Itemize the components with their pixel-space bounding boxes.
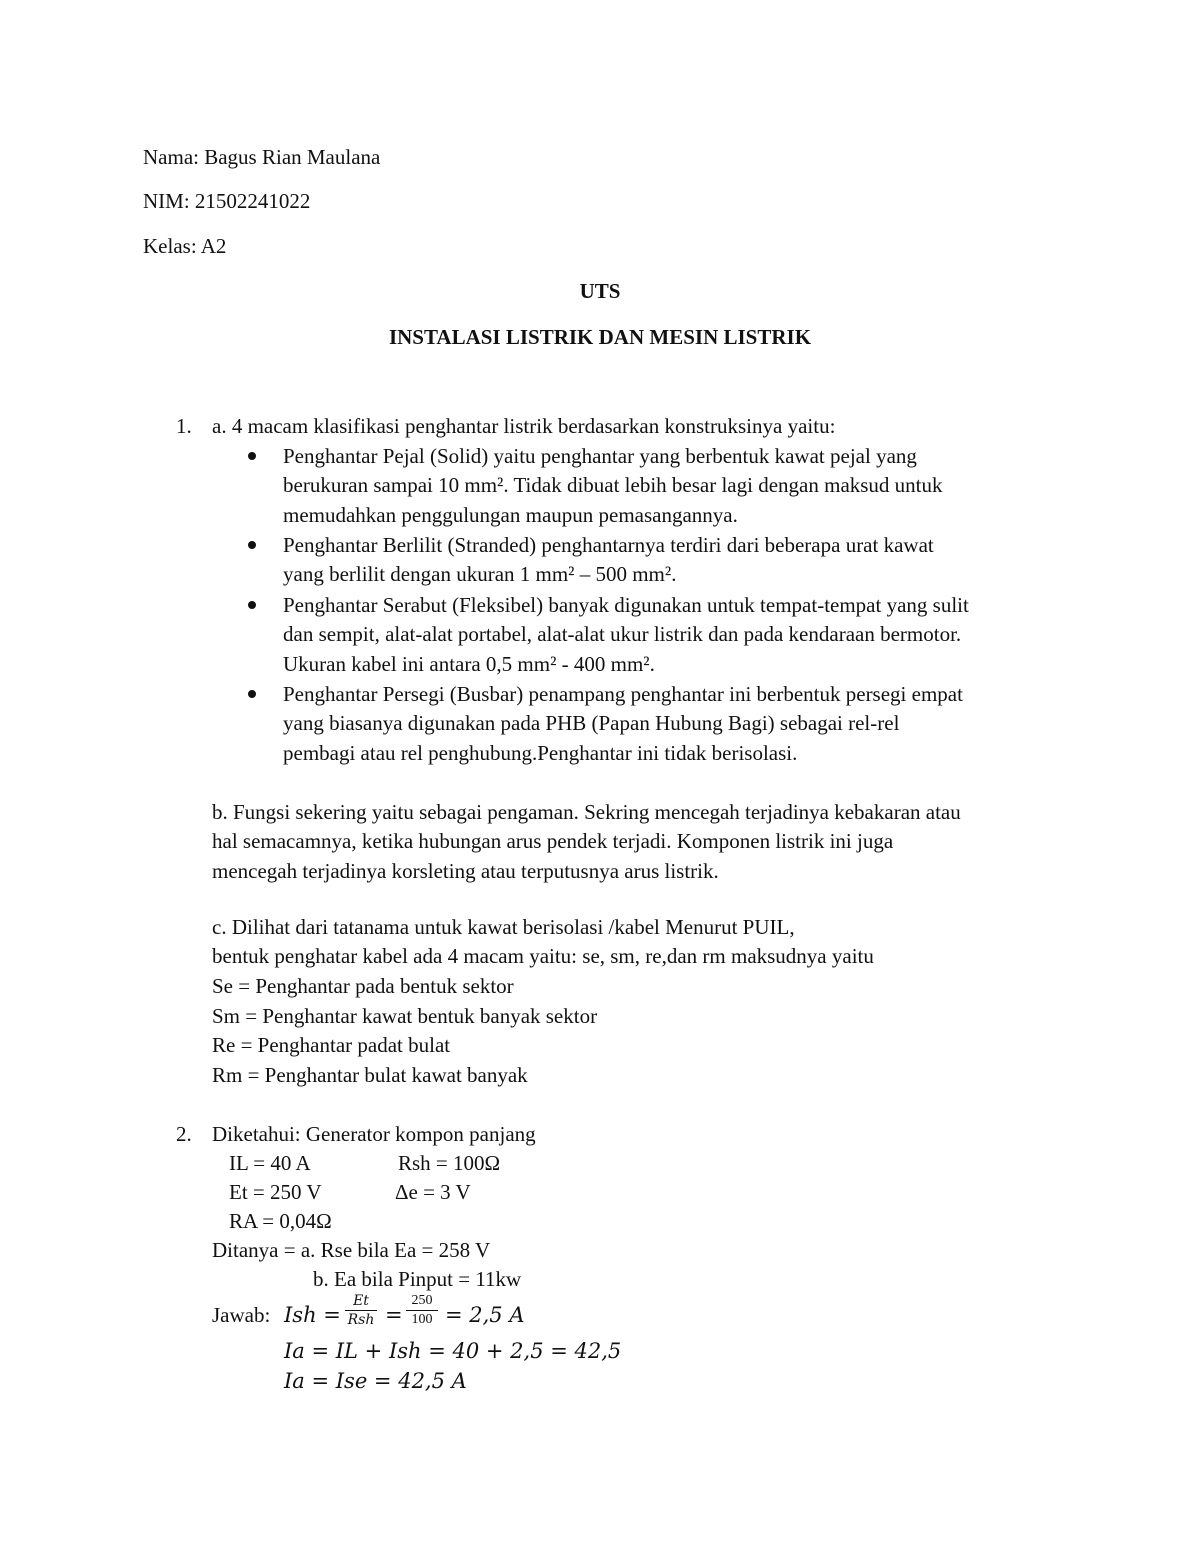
q2-number: 2.	[176, 1122, 192, 1146]
eq1-denominator-1: Rsh	[347, 1312, 375, 1328]
q1-c-line-1: c. Dilihat dari tatanama untuk kawat berisolasi /kabel Menurut PUIL,	[212, 915, 795, 939]
q2-given-ra: RA = 0,04Ω	[229, 1209, 332, 1233]
eq1-fraction-1	[345, 1293, 377, 1328]
bullet-2-line-2: yang berlilit dengan ukuran 1 mm² – 500 mm².	[283, 562, 677, 586]
eq1-numerator-2: 250	[411, 1293, 433, 1308]
bullet-3-line-2: dan sempit, alat-alat portabel, alat-alat ukur listrik dan pada kendaraan bermotor.	[283, 622, 962, 646]
bullet-1-line-2: berukuran sampai 10 mm². Tidak dibuat lebih besar lagi dengan maksud untuk	[283, 473, 943, 497]
bullet-4-line-2: yang biasanya digunakan pada PHB (Papan Hubung Bagi) sebagai rel-rel	[283, 711, 900, 735]
bullet-icon	[248, 690, 256, 698]
q1-b-line-1: b. Fungsi sekering yaitu sebagai pengaman. Sekring mencegah terjadinya kebakaran atau	[212, 800, 961, 824]
q1-c-line-4: Sm = Penghantar kawat bentuk banyak sektor	[212, 1004, 598, 1028]
fraction-bar	[345, 1310, 377, 1311]
eq1-fraction-2	[406, 1293, 438, 1328]
eq1-denominator-2: 100	[411, 1312, 433, 1327]
q2-diketahui: Diketahui: Generator kompon panjang	[212, 1122, 536, 1146]
bullet-2-line-1: Penghantar Berlilit (Stranded) penghantarnya terdiri dari beberapa urat kawat	[283, 533, 934, 557]
q2-ditanya-a: Ditanya = a. Rse bila Ea = 258 V	[212, 1238, 491, 1262]
q1-c-line-5: Re = Penghantar padat bulat	[212, 1033, 451, 1057]
eq1-rhs: = 2,5 A	[445, 1303, 525, 1327]
q1-c-line-2: bentuk penghatar kabel ada 4 macam yaitu: se, sm, re,dan rm maksudnya yaitu	[212, 944, 874, 968]
student-nim: NIM: 21502241022	[143, 189, 311, 213]
eq1-lhs: Ish =	[284, 1303, 341, 1327]
bullet-3-line-1: Penghantar Serabut (Fleksibel) banyak digunakan untuk tempat-tempat yang sulit	[283, 593, 969, 617]
course-title: INSTALASI LISTRIK DAN MESIN LISTRIK	[388, 325, 812, 349]
q2-ditanya-b: b. Ea bila Pinput = 11kw	[313, 1267, 522, 1291]
q2-jawab-label: Jawab:	[212, 1303, 271, 1327]
q1-b-line-2: hal semacamnya, ketika hubungan arus pendek terjadi. Komponen listrik ini juga	[212, 829, 894, 853]
q1-c-line-3: Se = Penghantar pada bentuk sektor	[212, 974, 514, 998]
student-name: Nama: Bagus Rian Maulana	[143, 145, 381, 169]
q2-given-et: Et = 250 V	[229, 1180, 322, 1204]
eq3: Ia = Ise = 42,5 A	[284, 1369, 467, 1393]
student-class: Kelas: A2	[143, 234, 227, 258]
eq2: Ia = IL + Ish = 40 + 2,5 = 42,5	[284, 1339, 622, 1363]
bullet-icon	[248, 601, 256, 609]
eq1-equals: =	[385, 1303, 403, 1327]
q1-b-line-3: mencegah terjadinya korsleting atau terputusnya arus listrik.	[212, 859, 719, 883]
bullet-3-line-3: Ukuran kabel ini antara 0,5 mm² - 400 mm².	[283, 652, 655, 676]
q1-a-intro: a. 4 macam klasifikasi penghantar listrik berdasarkan konstruksinya yaitu:	[212, 414, 836, 438]
bullet-1-line-1: Penghantar Pejal (Solid) yaitu penghantar yang berbentuk kawat pejal yang	[283, 444, 917, 468]
fraction-bar	[406, 1310, 438, 1311]
q1-number: 1.	[176, 414, 192, 438]
bullet-icon	[248, 452, 256, 460]
eq1-numerator-1: Et	[353, 1293, 369, 1309]
q2-given-delta-e: Δe = 3 V	[395, 1180, 471, 1204]
exam-title: UTS	[579, 279, 621, 303]
bullet-1-line-3: memudahkan penggulungan maupun pemasangannya.	[283, 503, 738, 527]
q2-given-rsh: Rsh = 100Ω	[398, 1151, 501, 1175]
q1-c-line-6: Rm = Penghantar bulat kawat banyak	[212, 1063, 528, 1087]
q2-given-il: IL = 40 A	[229, 1151, 311, 1175]
bullet-icon	[248, 541, 256, 549]
bullet-4-line-3: pembagi atau rel penghubung.Penghantar ini tidak berisolasi.	[283, 741, 798, 765]
bullet-4-line-1: Penghantar Persegi (Busbar) penampang penghantar ini berbentuk persegi empat	[283, 682, 963, 706]
